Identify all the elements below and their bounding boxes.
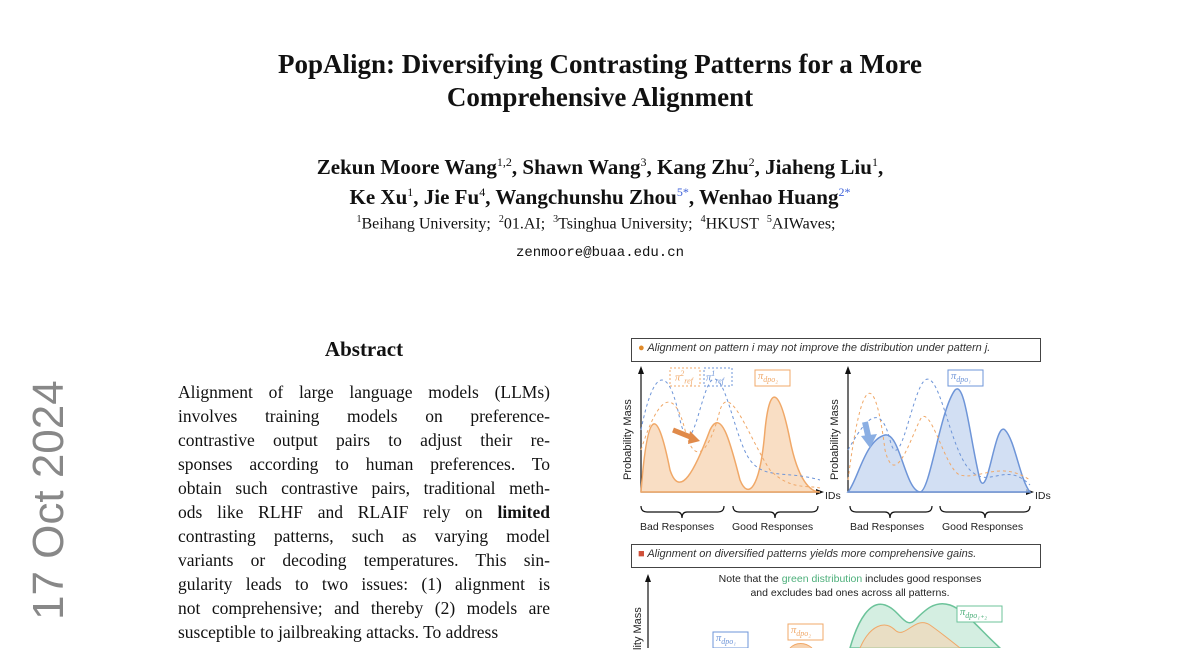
author-name: Jie Fu (423, 185, 480, 209)
author-name: Shawn Wang (522, 155, 641, 179)
affiliation-name: 01.AI; (503, 215, 554, 233)
paper-title (0, 48, 1200, 114)
author-email[interactable]: zenmoore@buaa.edu.cn (515, 245, 685, 261)
abstract-line: sponses according to human preferences. To (178, 454, 550, 474)
abstract-heading: Abstract (324, 337, 404, 361)
figure-note (670, 572, 1030, 600)
note-green-text: green distribution (781, 573, 863, 585)
author-name: Wenhao Huang (698, 185, 839, 209)
abstract-line: susceptible to jailbreaking attacks. To address (178, 622, 499, 642)
affiliation-name: AIWaves; (771, 215, 844, 233)
left-x-label: IDs (825, 490, 841, 502)
authors-line-2: Ke Xu$^1$, Jie Fu$^4$, Wangchunshu Zhou$^{5*}$, Wenhao Huang$^{2*}$ (349, 185, 851, 209)
affiliation-number: 3 (553, 214, 559, 225)
abstract-line: involves training models on preference- (178, 406, 550, 426)
abstract-body (178, 380, 550, 644)
left-y-label: Probability Mass (622, 399, 634, 480)
title-line-1: PopAlign: Diversifying Contrasting Patterns for a More (278, 49, 922, 79)
author-affiliation-mark: 1 (407, 185, 414, 199)
author-list (0, 152, 1200, 212)
affiliations (0, 214, 1200, 233)
lower-y-arrow-icon (645, 574, 651, 582)
box1-text: Alignment on pattern i may not improve the distribution under pattern j. (647, 342, 991, 354)
author-name: Wangchunshu Zhou (495, 185, 677, 209)
author-affiliation-mark: 2 (748, 155, 755, 169)
affiliation-number: 5 (766, 214, 772, 225)
author-affiliation-mark: 1,2 (496, 155, 512, 169)
pi-ref-blue: $\pi^1_{ref}$ (706, 369, 724, 386)
worried-emoji-icon: ● (638, 342, 645, 354)
figure-1 (600, 330, 1060, 648)
abstract-line: contrasting patterns, such as varying model (178, 526, 550, 546)
author-affiliation-mark: 2* (838, 185, 851, 199)
author-affiliation-mark: 3 (640, 155, 647, 169)
left-bad-label: Bad Responses (640, 521, 715, 533)
author-affiliation-mark: 1 (871, 155, 878, 169)
left-y-arrow-icon (638, 366, 644, 374)
pi-ref-orange: $\pi^2_{ref}$ (675, 369, 693, 386)
pi-dpo-orange-lower: $\pi_{dpo_2}$ (791, 625, 812, 639)
right-y-label: Probability Mass (829, 399, 841, 480)
right-bad-label: Bad Responses (850, 521, 925, 533)
figure-caption-box-2 (631, 544, 1041, 568)
abstract-line: ods like RLHF and RLAIF rely on limited (178, 502, 550, 522)
author-name: Zekun Moore Wang (316, 155, 497, 179)
blue-distribution-right (848, 389, 1030, 492)
pi-dpo-green: $\pi_{dpo_{1+2}}$ (960, 607, 988, 621)
right-x-label: IDs (1035, 490, 1051, 502)
pi-dpo-orange: $\pi_{dpo_2}$ (758, 371, 779, 385)
abstract-line: variants or decoding temperatures. This sin- (178, 550, 550, 570)
right-bad-bracket (850, 506, 932, 518)
author-name: Ke Xu (349, 185, 408, 209)
affiliation-number: 4 (700, 214, 706, 225)
left-bad-bracket (641, 506, 724, 518)
figure-1-graphics (600, 330, 1060, 648)
author-affiliation-mark: 5* (676, 185, 689, 199)
party-emoji-icon: ■ (638, 548, 645, 560)
abstract-line: not comprehensive; and thereby (2) models are (178, 598, 550, 618)
right-good-label: Good Responses (942, 521, 1024, 533)
abstract-line: Alignment of large language models (LLMs) (178, 382, 550, 402)
author-name: Kang Zhu (657, 155, 749, 179)
affiliation-name: Tsinghua University; (558, 215, 701, 233)
abstract-line: obtain such contrastive pairs, traditional meth- (178, 478, 550, 498)
note-text-a: Note that the (718, 573, 782, 585)
box2-text: Alignment on diversified patterns yields more comprehensive gains. (647, 548, 977, 560)
orange-distribution-left (641, 397, 820, 492)
note-line-2: and excludes bad ones across all patterns. (750, 587, 950, 599)
affiliation-name: Beihang University; (361, 215, 499, 233)
lower-y-label: lity Mass (632, 607, 644, 650)
title-line-2: Comprehensive Alignment (446, 82, 754, 112)
affiliation-name: HKUST (705, 215, 767, 233)
pi-dpo-blue: $\pi_{dpo_1}$ (951, 371, 972, 385)
pi-dpo-blue-lower: $\pi_{dpo_1}$ (716, 633, 737, 647)
left-good-bracket (733, 506, 818, 518)
authors-line-1: Zekun Moore Wang$^{1,2}$, Shawn Wang$^3$, Kang Zhu$^2$, Jiaheng Liu$^1$, (316, 155, 884, 179)
author-name: Jiaheng Liu (765, 155, 872, 179)
abstract-line: gularity leads to two issues: (1) alignment is (178, 574, 550, 594)
author-affiliation-mark: 4 (479, 185, 486, 199)
right-good-bracket (940, 506, 1030, 518)
abstract-line: contrastive output pairs to adjust their re- (178, 430, 550, 450)
note-text-b: includes good responses (862, 573, 982, 585)
arxiv-side-date: 17 Oct 2024 (24, 380, 73, 620)
affiliation-number: 2 (498, 214, 504, 225)
affiliation-number: 1 (356, 214, 362, 225)
right-y-arrow-icon (845, 366, 851, 374)
left-good-label: Good Responses (732, 521, 814, 533)
